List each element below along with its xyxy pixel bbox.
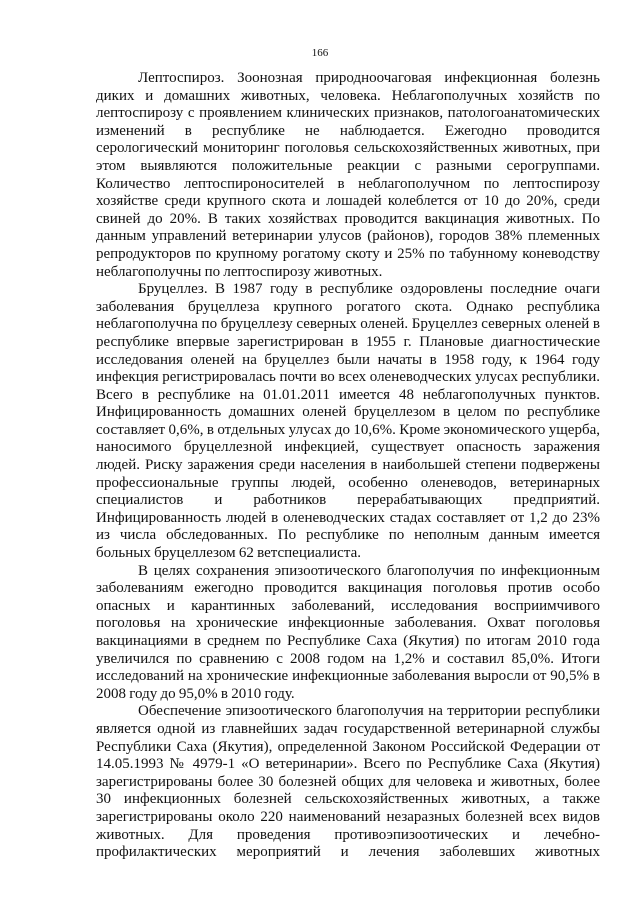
- paragraph-epizootic-welfare: Обеспечение эпизоотического благополучия на территории республики является одной из главнейших задач государственной ветеринарной службы Республики Саха (Якутия), определенной Законом Российской Федерации от 14.05.1993 № 4979-1 «О ветеринарии». Всего по Республике Саха (Якутия) зарегистрированы более 30 болезней общих для человека и животных, более 30 инфекционных болезней сельскохозяйственных животных, а также зарегистрированы около 220 наименований незаразных болезней всех видов животных. Для проведения противоэпизоотических и лечебно-профилактических мероприятий и лечения заболевших животных: [96, 703, 600, 861]
- body-text: [96, 70, 600, 862]
- paragraph-vaccination: В целях сохранения эпизоотического благополучия по инфекционным заболеваниям ежегодно проводится вакцинация поголовья против особо опасных и карантинных заболеваний, исследования восприимчивого поголовья на хронические инфекционные заболевания. Охват поголовья вакцинациями в среднем по Республике Саха (Якутия) по итогам 2010 года увеличился по сравнению с 2008 годом на 1,2% и составил 85,0%. Итоги исследований на хронические инфекционные заболевания выросли от 90,5% в 2008 году до 95,0% в 2010 году.: [96, 562, 600, 702]
- paragraph-leptospirosis: Лептоспироз. Зоонозная природноочаговая инфекционная болезнь диких и домашних животных, человека. Неблагополучных хозяйств по лептоспирозу с проявлением клинических признаков, патологоанатомических изменений в республике не наблюдается. Ежегодно проводится серологический мониторинг поголовья сельскохозяйственных животных, при этом выявляются положительные реакции с разными серогруппами. Количество лептоспироносителей в неблагополучном по лептоспирозу хозяйстве среди крупного скота и лошадей колеблется от 10 до 20%, среди свиней до 20%. В таких хозяйствах проводится вакцинация животных. По данным управлений ветеринарии улусов (районов), городов 38% племенных репродукторов по крупному рогатому скоту и 25% по табунному коневодству неблагополучны по лептоспирозу животных.: [96, 70, 600, 280]
- paragraph-brucellosis: Бруцеллез. В 1987 году в республике оздоровлены последние очаги заболевания бруцеллеза крупного рогатого скота. Однако республика неблагополучна по бруцеллезу северных оленей. Бруцеллез северных оленей в республике впервые зарегистрирован в 1955 г. Плановые диагностические исследования оленей на бруцеллез были начаты в 1958 году, к 1964 году инфекция регистрировалась почти во всех оленеводческих улусах республики. Всего в республике на 01.01.2011 имеется 48 неблагополучных пунктов. Инфицированность домашних оленей бруцеллезом в целом по республике составляет 0,6%, в отдельных улусах до 10,6%. Кроме экономического ущерба, наносимого бруцеллезной инфекцией, существует опасность заражения людей. Риску заражения среди населения в наибольшей степени подвержены профессиональные группы людей, особенно оленеводов, ветеринарных специалистов и работников перерабатывающих предприятий. Инфицированность людей в оленеводческих стадах составляет от 1,2 до 23% из числа обследованных. По республике по неполным данным имеется больных бруцеллезом 62 ветспециалиста.: [96, 281, 600, 562]
- page-number: 166: [311, 47, 329, 59]
